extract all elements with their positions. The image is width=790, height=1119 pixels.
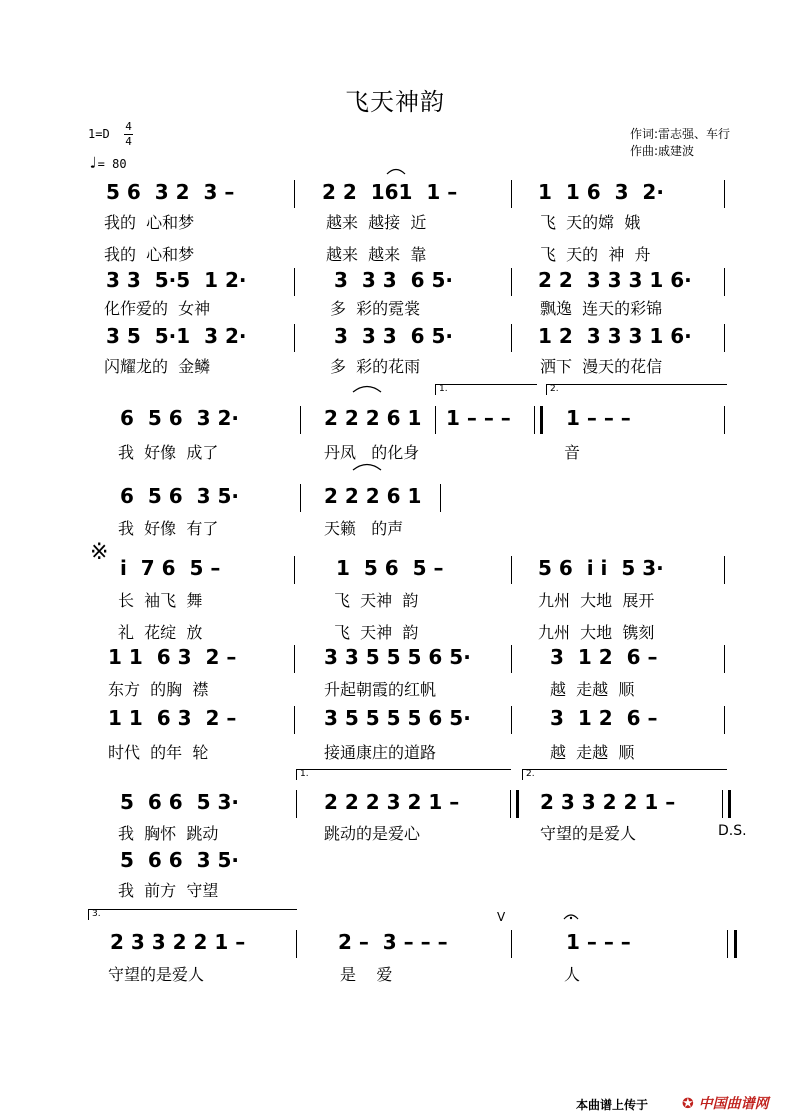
bar-line [511,268,512,296]
repeat-end-bar [534,406,543,434]
logo-icon: ✪ [682,1096,694,1112]
page-title: 飞天神韵 [345,88,445,116]
lyric: 礼 花绽 放 [118,623,203,642]
lyric: 升起朝霞的红帆 [324,680,437,699]
measure-notes: 5 6 6 3 5· [120,848,239,872]
lyric: 长 袖飞 舞 [118,591,203,610]
volta-first [435,384,537,395]
bar-line [724,645,725,673]
measure-notes: 1 – – – [446,406,511,430]
time-signature-bottom: 4 [125,135,132,148]
measure-notes: 2 3 3 2 2 1 – [540,790,676,814]
lyric: 越 走越 顺 [550,743,635,762]
final-bar [727,930,737,958]
measure-notes: 1 1 6 3 2· [538,180,664,204]
bar-line [724,324,725,352]
volta-first [296,769,511,780]
bar-line [294,645,295,673]
bar-line [300,484,301,512]
bar-line [294,180,295,208]
lyric: 越来 越来 靠 [326,245,427,264]
volta-label: 3. [92,909,101,919]
measure-notes: 6 5 6 3 5· [120,484,239,508]
lyric: 丹凤 的化身 [324,443,420,462]
measure-notes: 5 6 6 5 3· [120,790,239,814]
bar-line [511,930,512,958]
volta-label: 2. [550,384,559,394]
bar-line [724,706,725,734]
measure-notes: 1 – – – [566,930,631,954]
lyric: 飞 天神 韵 [334,591,419,610]
time-signature-top: 4 [125,120,132,133]
lyric: 飞 天的嫦 娥 [540,213,641,232]
measure-notes: 3 3 5·5 1 2· [106,268,247,292]
lyric: 闪耀龙的 金鳞 [104,357,211,376]
volta-label: 2. [526,769,535,779]
credits [630,126,730,160]
breath-mark: V [497,910,506,924]
repeat-end-bar [722,790,731,818]
quarter-note-icon: ♩ [88,153,98,172]
lyric: 越 走越 顺 [550,680,635,699]
repeat-end-bar [510,790,519,818]
measure-notes: 1 2 3 3 3 1 6· [538,324,692,348]
lyric: 洒下 漫天的花信 [540,357,663,376]
measure-notes: 3 5 5 5 5 6 5· [324,706,471,730]
lyric: 化作爱的 女神 [104,299,211,318]
measure-notes: 1 1 6 3 2 – [108,706,237,730]
volta-third [88,909,297,920]
tempo-marking [88,153,127,172]
lyric: 我 好像 成了 [118,443,219,462]
bar-line [724,406,725,434]
upload-text: 本曲谱上传于 [576,1098,649,1112]
bar-line [435,406,436,434]
bar-line [724,556,725,584]
lyric: 我 胸怀 跳动 [118,824,219,843]
logo-text: 中国曲谱网 [698,1096,769,1112]
lyric: 天籁 的声 [324,519,404,538]
bar-line [294,706,295,734]
bar-line [511,180,512,208]
measure-notes: i 7 6 5 – [120,556,221,580]
bar-line [511,706,512,734]
bar-line [294,556,295,584]
measure-notes: 3 3 3 6 5· [334,324,453,348]
tie-arc [352,384,382,393]
measure-notes: 1 5 6 5 – [336,556,444,580]
measure-notes: 5 6 i i 5 3· [538,556,664,580]
bar-line [724,268,725,296]
bar-line [296,790,297,818]
bar-line [294,268,295,296]
measure-notes: 2 – 3 – – – [338,930,448,954]
measure-notes: 3 5 5·1 3 2· [106,324,247,348]
lyric: 多 彩的花雨 [330,357,421,376]
bar-line [440,484,441,512]
measure-notes: 5 6 3 2 3 – [106,180,235,204]
lyric: 接通康庄的道路 [324,743,437,762]
measure-notes: 2 3 3 2 2 1 – [110,930,246,954]
bar-line [511,556,512,584]
lyric: 我 前方 守望 [118,881,219,900]
site-logo [682,1093,769,1113]
tie-arc [386,167,406,175]
measure-notes: 3 3 5 5 5 6 5· [324,645,471,669]
lyricist: 作词:雷志强、车行 [630,127,731,141]
measure-notes: 3 3 3 6 5· [334,268,453,292]
measure-notes: 2 2 2 3 2 1 – [324,790,460,814]
lyric: 我 好像 有了 [118,519,219,538]
lyric: 东方 的胸 襟 [108,680,209,699]
measure-notes: 2 2 2 6 1 [324,484,422,508]
volta-label: 1. [300,769,309,779]
segno-sign: ※ [90,540,109,565]
lyric: 守望的是爱人 [540,824,637,843]
lyric: 人 [564,965,581,984]
lyric: 九州 大地 展开 [538,591,655,610]
measure-notes: 3 1 2 6 – [550,706,658,730]
measure-notes: 6 5 6 3 2· [120,406,239,430]
lyric: 飘逸 连天的彩锦 [540,299,663,318]
measure-notes: 2 2 3 3 3 1 6· [538,268,692,292]
dal-segno-marking: D.S. [718,823,747,839]
fermata-icon [563,912,579,920]
tie-arc [352,462,382,471]
bar-line [511,645,512,673]
lyric: 是 爱 [340,965,393,984]
volta-label: 1. [439,384,448,394]
lyric: 音 [564,443,581,462]
lyric: 多 彩的霓裳 [330,299,421,318]
bar-line [724,180,725,208]
volta-second [546,384,727,395]
measure-notes: 2 2 161 1 – [322,180,458,204]
lyric: 时代 的年 轮 [108,743,209,762]
lyric: 越来 越接 近 [326,213,427,232]
measure-notes: 1 1 6 3 2 – [108,645,237,669]
bar-line [294,324,295,352]
lyric: 我的 心和梦 [104,213,195,232]
bar-line [296,930,297,958]
measure-notes: 1 – – – [566,406,631,430]
lyric: 飞 天的 神 舟 [540,245,651,264]
key-signature: 1=D [88,127,110,141]
volta-second [522,769,727,780]
bar-line [300,406,301,434]
measure-notes: 2 2 2 6 1 [324,406,422,430]
lyric: 我的 心和梦 [104,245,195,264]
lyric: 跳动的是爱心 [324,824,421,843]
tempo-value: = 80 [97,157,127,171]
lyric: 九州 大地 镌刻 [538,623,655,642]
lyric: 飞 天神 韵 [334,623,419,642]
measure-notes: 3 1 2 6 – [550,645,658,669]
lyric: 守望的是爱人 [108,965,205,984]
time-signature [124,120,133,148]
bar-line [511,324,512,352]
composer: 作曲:戚建波 [630,144,695,158]
